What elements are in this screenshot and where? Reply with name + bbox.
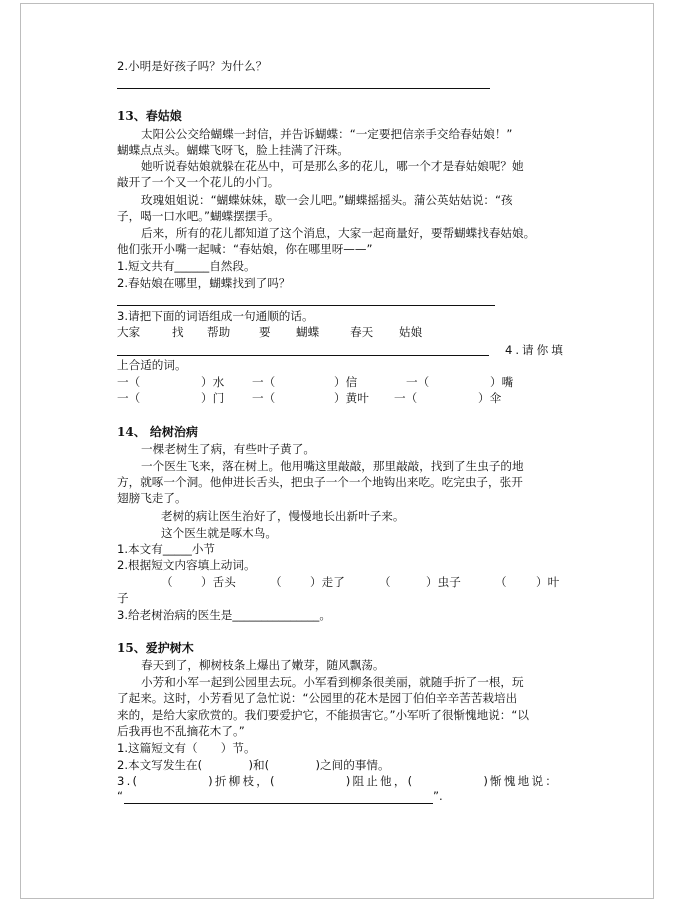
paragraph-line: 了起来。这时，小芳看见了急忙说：“公园里的花木是园丁伯伯辛辛苦苦栽培出 bbox=[117, 691, 518, 705]
question-13-2: 2.春姑娘在哪里，蝴蝶找到了吗？ bbox=[117, 276, 291, 290]
fill-blank: ）黄叶 bbox=[334, 391, 369, 405]
word-item: 帮助 bbox=[207, 325, 231, 339]
question-13-3: 3.请把下面的词语组成一句通顺的话。 bbox=[117, 309, 314, 323]
word-item: 要 bbox=[259, 325, 271, 339]
word-item: 姑娘 bbox=[399, 325, 423, 339]
word-item: 大家 bbox=[117, 325, 141, 339]
fill-blank: 一（ bbox=[394, 391, 418, 405]
quote-open: “ bbox=[117, 789, 124, 803]
paragraph-line: 一个医生飞来，落在树上。他用嘴这里敲敲，那里敲敲，找到了生虫子的地 bbox=[141, 459, 524, 473]
fill-blank: ）伞 bbox=[478, 391, 502, 405]
paragraph-line: 一棵老树生了病，有些叶子黄了。 bbox=[141, 442, 315, 456]
question-15-3: 3.( )折柳枝，( )阻止他，( )惭愧地说： bbox=[117, 774, 560, 788]
paragraph-line: 太阳公公交给蝴蝶一封信，并告诉蝴蝶：“一定要把信亲手交给春姑娘！” bbox=[141, 127, 513, 141]
question-13-4-cont: 上合适的词。 bbox=[117, 358, 187, 372]
paragraph-line: 春天到了，柳树枝条上爆出了嫩芽，随风飘荡。 bbox=[141, 658, 385, 672]
paragraph-line: 老树的病让医生治好了，慢慢地长出新叶子来。 bbox=[161, 509, 405, 523]
answer-line bbox=[117, 355, 489, 356]
question-14-3: 3.给老树治病的医生是_______________。 bbox=[117, 608, 331, 622]
answer-line bbox=[124, 803, 433, 804]
question-12-2: 2.小明是好孩子吗？为什么？ bbox=[117, 59, 268, 73]
fill-blank: ）信 bbox=[334, 375, 358, 389]
fill-blank: ）叶 bbox=[536, 575, 560, 589]
fill-blank: ）舌头 bbox=[201, 575, 236, 589]
section-13-title: 13、春姑娘 bbox=[117, 109, 182, 123]
section-14-title: 14、 给树治病 bbox=[117, 425, 198, 439]
fill-blank: （ bbox=[379, 575, 391, 589]
fill-blank: ）嘴 bbox=[490, 375, 514, 389]
answer-line bbox=[117, 88, 490, 89]
question-14-1: 1.本文有_____小节 bbox=[117, 542, 216, 556]
word-item: 蝴蝶 bbox=[296, 325, 320, 339]
question-13-4: 4.请你填 bbox=[505, 343, 566, 357]
paragraph-line: 后我再也不乱摘花木了。” bbox=[117, 724, 245, 738]
word-item: 春天 bbox=[350, 325, 374, 339]
fill-blank: ）水 bbox=[201, 375, 225, 389]
answer-line bbox=[117, 305, 495, 306]
question-15-1: 1.这篇短文有（ ）节。 bbox=[117, 741, 256, 755]
fill-blank: （ bbox=[270, 575, 282, 589]
paragraph-line: 玫瑰姐姐说：“蝴蝶妹妹，歇一会儿吧。”蝴蝶摇摇头。蒲公英姑姑说：“孩 bbox=[141, 193, 513, 207]
fill-blank: 一（ bbox=[117, 375, 141, 389]
paragraph-line: 她听说春姑娘就躲在花丛中，可是那么多的花儿，哪一个才是春姑娘呢？她 bbox=[141, 159, 524, 173]
fill-blank: ）门 bbox=[201, 391, 225, 405]
paragraph-line: 来的，是给大家欣赏的。我们要爱护它，不能损害它。”小军听了很惭愧地说：“以 bbox=[117, 708, 529, 722]
fill-blank: （ bbox=[161, 575, 173, 589]
paragraph-line: 后来，所有的花儿都知道了这个消息，大家一起商量好，要帮蝴蝶找春姑娘。 bbox=[141, 226, 536, 240]
question-15-2: 2.本文写发生在( )和( )之间的事情。 bbox=[117, 758, 390, 772]
paragraph-line: 方，就啄一个洞。他伸进长舌头，把虫子一个一个地钩出来吃。吃完虫子，张开 bbox=[117, 475, 523, 489]
fill-blank: 一（ bbox=[406, 375, 430, 389]
paragraph-line: 小芳和小军一起到公园里去玩。小军看到柳条很美丽，就随手折了一根，玩 bbox=[141, 675, 524, 689]
question-14-2: 2.根据短文内容填上动词。 bbox=[117, 558, 256, 572]
fill-blank: （ bbox=[495, 575, 507, 589]
fill-blank: ）虫子 bbox=[426, 575, 461, 589]
paragraph-line: 这个医生就是啄木鸟。 bbox=[161, 526, 277, 540]
fill-blank: 一（ bbox=[117, 391, 141, 405]
paragraph-line: 蝴蝶点点头。蝴蝶飞呀飞，脸上挂满了汗珠。 bbox=[117, 143, 349, 157]
paragraph-line: 他们张开小嘴一起喊：“春姑娘，你在哪里呀——” bbox=[117, 242, 373, 256]
paragraph-line: 子，喝一口水吧。”蝴蝶摆摆手。 bbox=[117, 209, 280, 223]
word-item: 找 bbox=[172, 325, 184, 339]
paragraph-line: 翅膀飞走了。 bbox=[117, 491, 187, 505]
fill-blank: ）走了 bbox=[310, 575, 345, 589]
section-15-title: 15、爱护树木 bbox=[117, 641, 194, 655]
paragraph-line: 敲开了一个又一个花儿的小门。 bbox=[117, 175, 280, 189]
fill-blank-tail: 子 bbox=[117, 591, 129, 605]
question-13-1: 1.短文共有______自然段。 bbox=[117, 259, 256, 273]
quote-close: ”. bbox=[433, 789, 443, 803]
fill-blank: 一（ bbox=[252, 375, 276, 389]
fill-blank: 一（ bbox=[252, 391, 276, 405]
